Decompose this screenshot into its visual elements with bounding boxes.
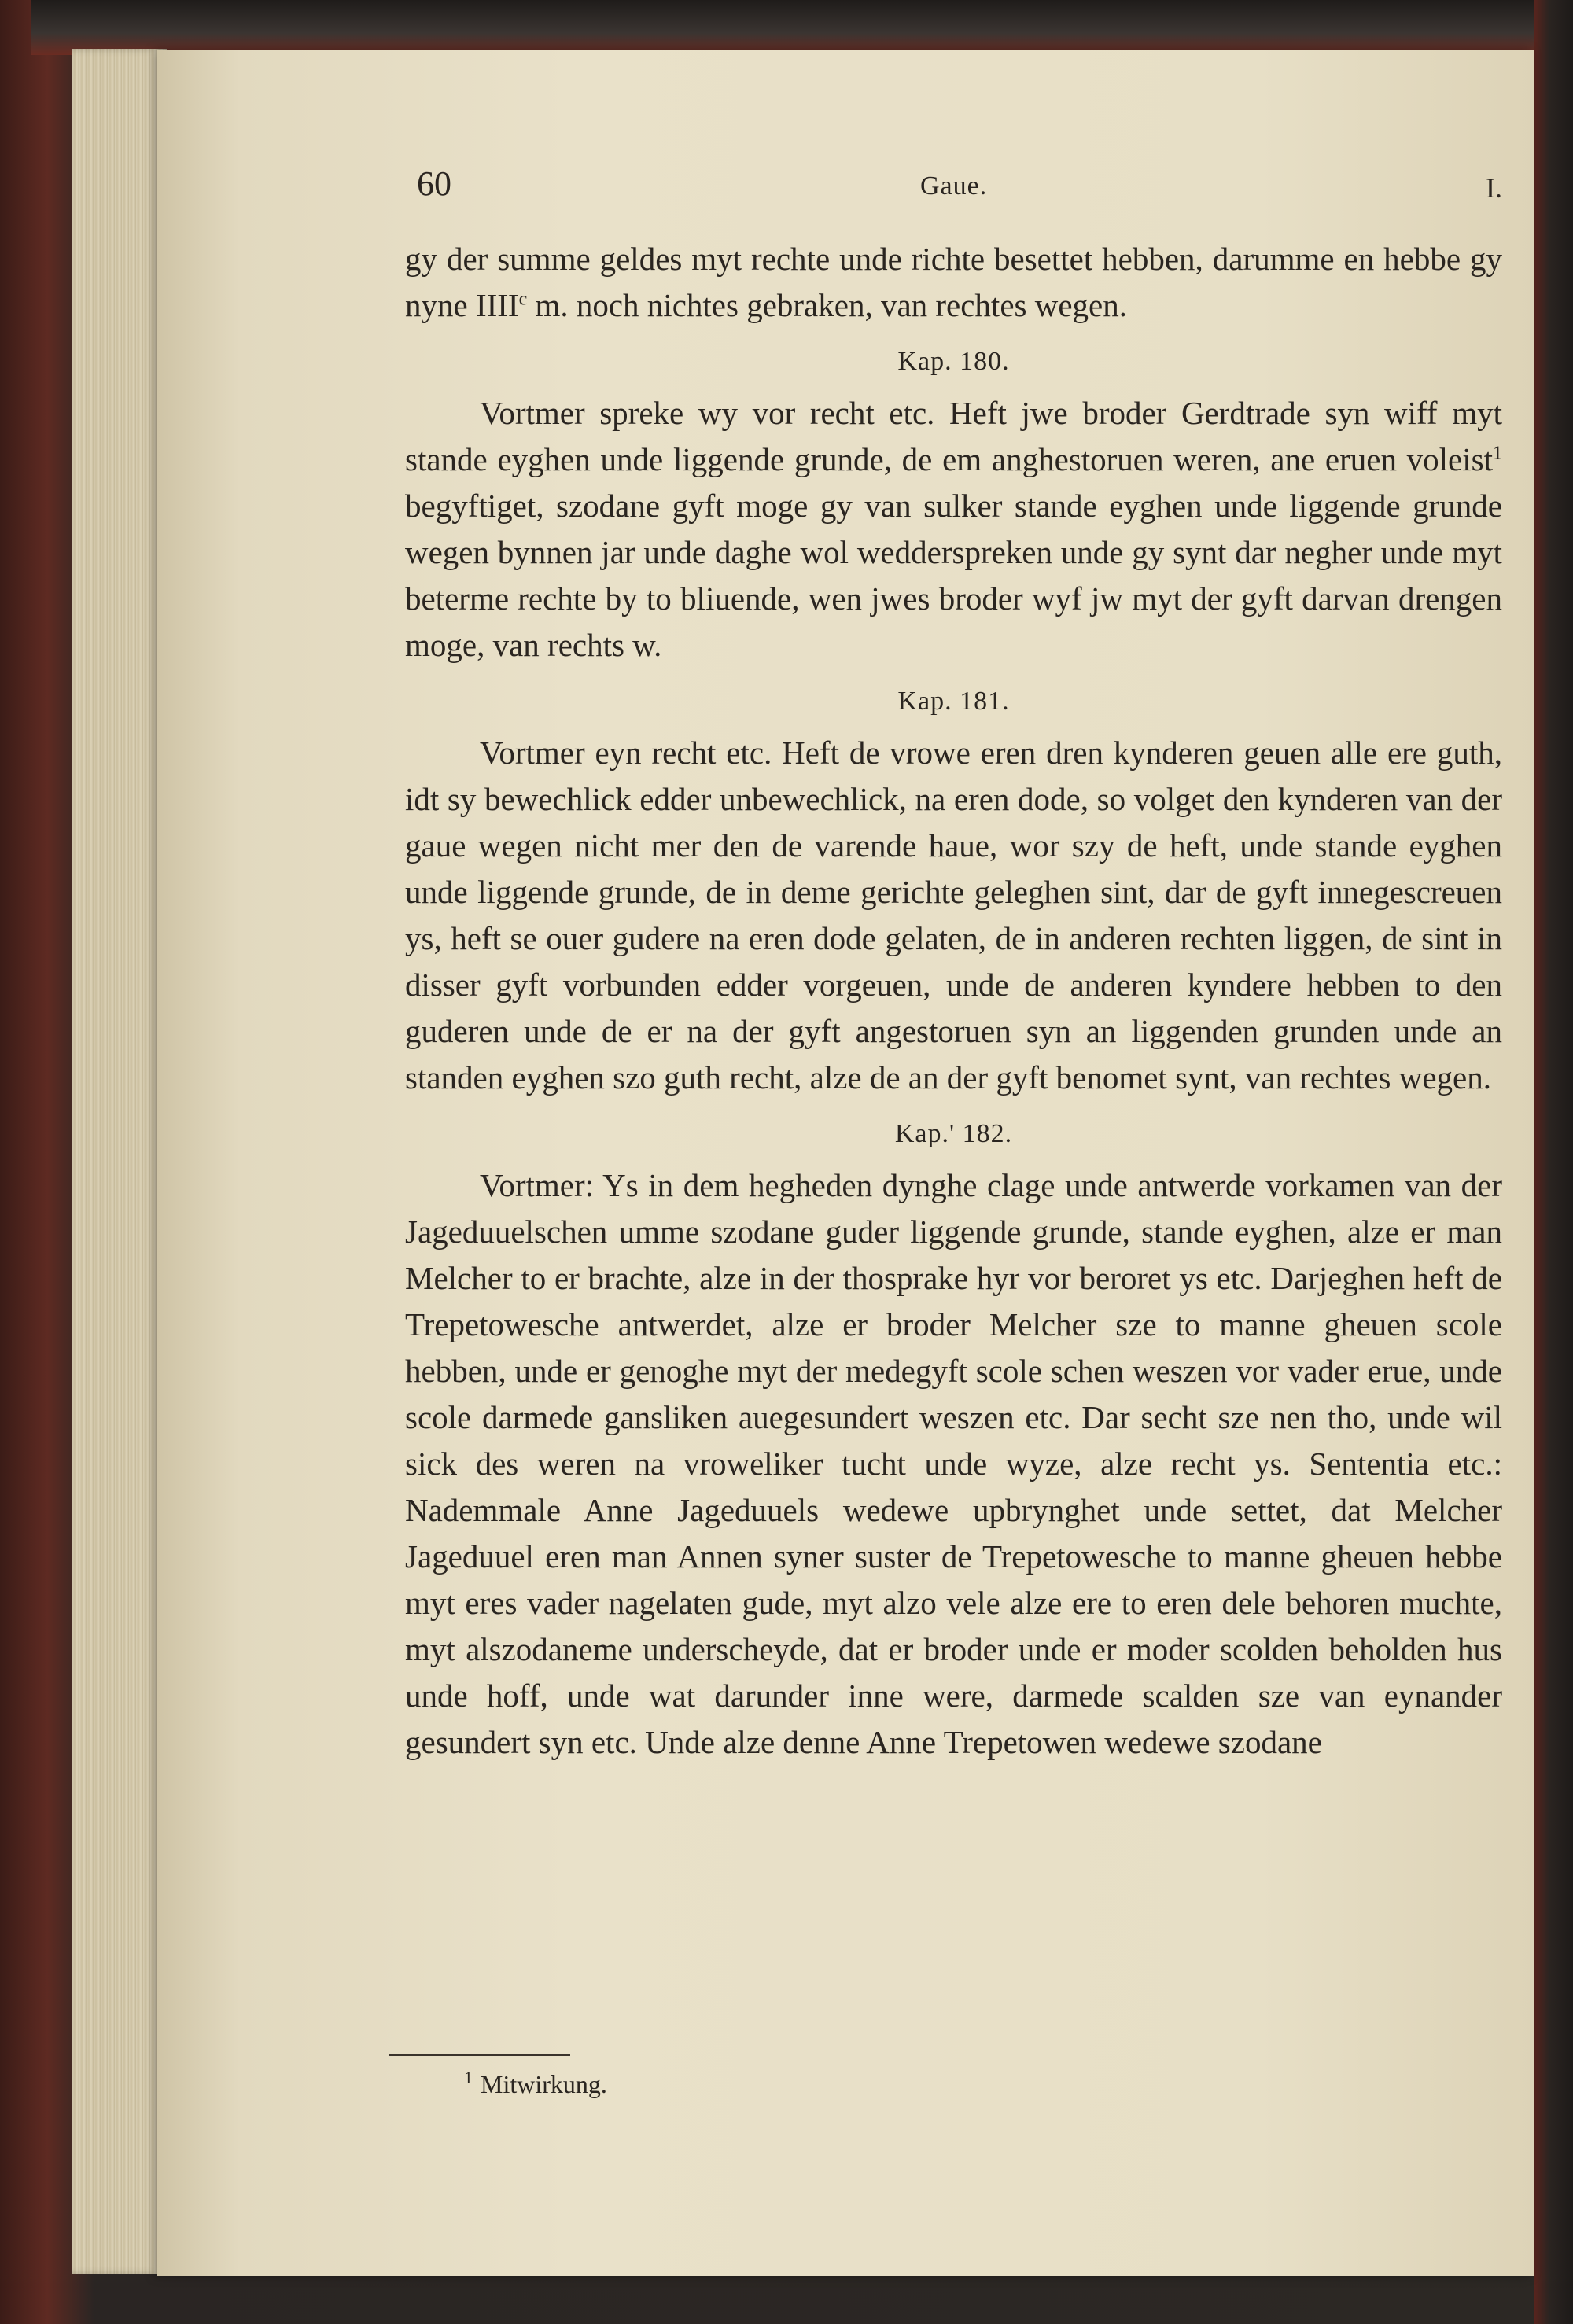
book-cover-right bbox=[1534, 0, 1573, 2324]
kap-182-paragraph: Vortmer: Ys in dem hegheden dynghe clage unde antwerde vorkamen van der Jageduuelschen umme szodane guder liggende grunde, stande eyghen, alze er man Melcher to er brachte, alze in der thosprake hyr vor beroret ys etc. Darjeghen heft de Trepetowesche antwerdet, alze er broder Melcher sze to manne gheuen scole hebben, unde er genoghe myt der medegyft scole schen weszen vor vader erue, unde scole darmede gansliken auegesundert weszen etc. Dar secht sze nen tho, unde wil sick des weren na vroweliker tucht unde wyze, alze recht ys. Sententia etc.: Nademmale Anne Jageduuels wedewe upbrynghet unde settet, dat Melcher Jageduuel eren man Annen syner suster de Trepetowesche to manne gheuen hebbe myt eres vader nagelaten gude, myt alzo vele alze ere to eren dele behoren muchte, myt alszodaneme underscheyde, dat er broder unde er moder scolden beholden hus unde hoff, unde wat darunder inne were, darmede scalden sze van eynander gesundert syn etc. Unde alze denne Anne Trepetowen wedewe szodane bbox=[405, 1167, 1502, 1760]
kap-180-heading: Kap. 180. bbox=[897, 347, 1010, 376]
footnote-marker: 1 bbox=[464, 2068, 473, 2088]
running-header bbox=[417, 164, 1502, 211]
footnote-divider bbox=[389, 2054, 570, 2056]
footnote-reference: 1 bbox=[1493, 443, 1502, 464]
footnote-text: Mitwirkung. bbox=[481, 2070, 607, 2098]
kap-181-heading: Kap. 181. bbox=[897, 687, 1010, 716]
kap-181-paragraph: Vortmer eyn recht etc. Heft de vrowe eren dren kynderen geuen alle ere guth, idt sy bewechlick edder unbewechlick, na eren dode, so volget den kynderen van der gaue wegen nicht mer den de varende haue, wor szy de heft, unde stande eyghen unde liggende grunde, de in deme gerichte geleghen sint, dar de gyft innegescreuen ys, heft se ouer gudere na eren dode gelaten, de in anderen rechten liggen, de sint in disser gyft vorbunden edder vorgeuen, unde de anderen kyndere hebben to den guderen unde de er na der gyft angestoruen syn an liggenden grunden unde an standen eyghen szo guth recht, alze de an der gyft benomet synt, van rechtes wegen. bbox=[405, 735, 1502, 1096]
intro-superscript: c bbox=[518, 289, 528, 310]
page-body bbox=[405, 236, 1502, 1766]
section-numeral: I. bbox=[1486, 172, 1502, 204]
page-edges bbox=[72, 49, 167, 2274]
book-cover-top bbox=[31, 0, 1573, 55]
kap-182-heading: Kap.' 182. bbox=[894, 1119, 1013, 1148]
running-title: Gaue. bbox=[920, 171, 988, 201]
kap-180-paragraph: Vortmer spreke wy vor recht etc. Heft jwe broder Gerdtrade syn wiff myt stande eyghen unde liggende grunde, de em anghestoruen weren, ane eruen voleist$^1$ begyftiget, szodane gyft moge gy van sulker stande eyghen unde liggende grunde wegen bynnen jar unde daghe wol wedderspreken unde gy synt dar negher unde myt beterme rechte by to bliuende, wen jwes broder wyf jw myt der gyft darvan drengen moge, van rechts w. bbox=[405, 395, 1502, 663]
intro-paragraph: gy der summe geldes myt rechte unde richte besettet hebben, darumme en hebbe gy nyne IIII$^c$ m. noch nichtes gebraken, van rechtes wegen. bbox=[405, 241, 1502, 323]
page-number: 60 bbox=[417, 164, 451, 203]
footnote bbox=[464, 2070, 607, 2099]
